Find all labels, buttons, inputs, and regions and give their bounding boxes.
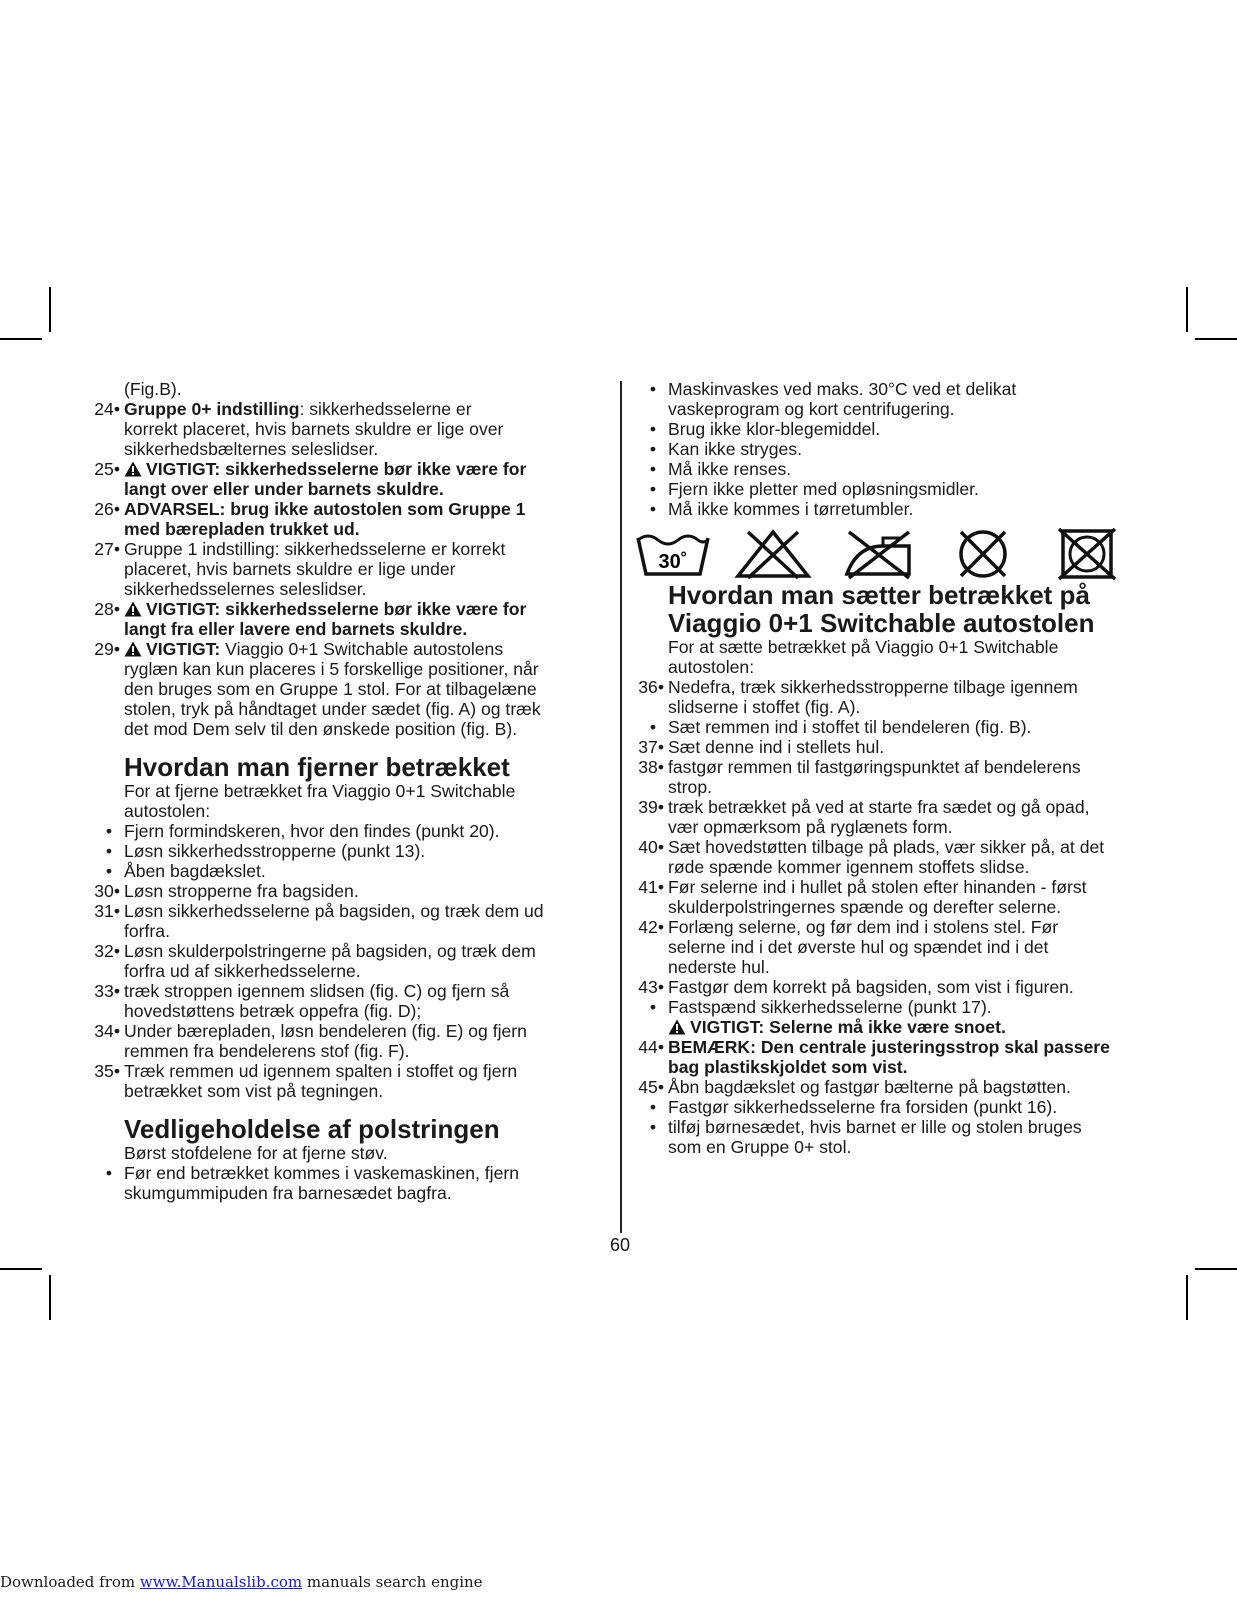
crop-mark	[49, 1275, 51, 1320]
bold-text: VIGTIGT: Selerne må ikke være snoet.	[690, 1017, 1006, 1037]
item-number: 26•	[94, 499, 120, 519]
text-line	[0, 737, 1237, 757]
section-heading: Hvordan man sætter betrækket på	[668, 580, 1090, 610]
text: den bruges som en Gruppe 1 stol. For at tilbagelæne	[124, 679, 537, 699]
text-line	[0, 539, 620, 559]
text: nederste hul.	[668, 957, 770, 977]
bullet: •	[105, 841, 112, 861]
text: sikkerhedsbælternes seleslidser.	[124, 439, 379, 459]
text: Løsn skulderpolstringerne på bagsiden, og træk dem	[124, 941, 536, 961]
no-bleach-icon	[734, 528, 812, 580]
text-line	[0, 1137, 1237, 1157]
text: forfra.	[124, 921, 170, 941]
text-line	[0, 937, 1237, 957]
text-line	[0, 1183, 620, 1203]
bullet: •	[649, 459, 656, 479]
crop-mark	[1186, 287, 1188, 332]
text: Fjern formindskeren, hvor den findes (punkt 20).	[124, 821, 500, 841]
crop-mark	[49, 287, 51, 332]
text: For at fjerne betrækket fra Viaggio 0+1 Switchable	[124, 781, 516, 801]
bold-text: VIGTIGT: sikkerhedsselerne bør ikke være for	[146, 599, 527, 619]
section-heading: Vedligeholdelse af polstringen	[124, 1114, 500, 1144]
text: Under bærepladen, løsn bendeleren (fig. E) og fjern	[124, 1021, 527, 1041]
right-column-top	[0, 379, 1237, 519]
text: Før selerne ind i hullet på stolen efter hinanden - først	[668, 877, 1087, 897]
text-line	[0, 1037, 1237, 1057]
text: autostolen:	[668, 657, 755, 677]
crop-mark	[0, 338, 42, 340]
page-number: 60	[609, 1235, 631, 1255]
item-number: 34•	[94, 1021, 120, 1041]
bullet: •	[649, 479, 656, 499]
text-line	[0, 917, 1237, 937]
text: Åben bagdækslet.	[124, 861, 266, 881]
text-line	[0, 957, 1237, 977]
text: tilføj børnesædet, hvis barnet er lille og stolen bruges	[668, 1117, 1082, 1137]
text-line	[0, 1097, 1237, 1117]
footer-suffix: manuals search engine	[302, 1573, 483, 1591]
text: placeret, hvis barnets skuldre er lige under	[124, 559, 456, 579]
wash-temp-label: 30˚	[658, 551, 688, 573]
text: det mod Dem selv til den ønskede position (fig. B).	[124, 719, 518, 739]
text: strop.	[668, 777, 713, 797]
text: Kan ikke stryges.	[668, 439, 802, 459]
text: Løsn sikkerhedsstropperne (punkt 13).	[124, 841, 426, 861]
text: Må ikke renses.	[668, 459, 792, 479]
bold-text: VIGTIGT:	[146, 639, 221, 659]
bold-text: langt fra eller lavere end barnets skuldre.	[124, 619, 468, 639]
text-line	[0, 677, 1237, 697]
text: Fastgør dem korrekt på bagsiden, som vist i figuren.	[668, 977, 1074, 997]
text-line	[0, 977, 1237, 997]
text-line	[0, 419, 1237, 439]
bullet: •	[649, 1097, 656, 1117]
crop-mark	[1195, 338, 1237, 340]
text: Fjern ikke pletter med opløsningsmidler.	[668, 479, 979, 499]
text-line	[0, 459, 1237, 479]
text: Brug ikke klor-blegemiddel.	[668, 419, 881, 439]
text: fastgør remmen til fastgøringspunktet af bendelerens	[668, 757, 1081, 777]
bullet: •	[105, 1163, 112, 1183]
section-heading: Viaggio 0+1 Switchable autostolen	[668, 608, 1095, 638]
bold-text: VIGTIGT: sikkerhedsselerne bør ikke være for	[146, 459, 527, 479]
text-line	[0, 439, 1237, 459]
text: Børst stofdelene for at fjerne støv.	[124, 1143, 388, 1163]
item-number: 35•	[94, 1061, 120, 1081]
text-line	[0, 897, 1237, 917]
text: Løsn stropperne fra bagsiden.	[124, 881, 359, 901]
item-number: 27•	[94, 539, 120, 559]
bullet: •	[649, 997, 656, 1017]
text: betrækket som vist på tegningen.	[124, 1081, 384, 1101]
text-line	[0, 499, 1237, 519]
text: røde spænde kommer igennem stoffets slidse.	[668, 857, 1030, 877]
text-line	[0, 857, 1237, 877]
text-line	[0, 1163, 620, 1183]
text: autostolen:	[124, 801, 211, 821]
bullet: •	[649, 1117, 656, 1137]
bullet: •	[105, 821, 112, 841]
text: Maskinvaskes ved maks. 30°C ved et delikat	[668, 379, 1017, 399]
text: sikkerhedsselernes seleslidser.	[124, 579, 367, 599]
item-number: 43•	[638, 977, 664, 997]
right-column-bottom	[0, 581, 1237, 1157]
download-footer	[0, 1573, 483, 1591]
crop-mark	[1186, 1275, 1188, 1320]
footer-prefix: Downloaded from	[0, 1573, 140, 1591]
bold-text: med bærepladen trukket ud.	[124, 519, 360, 539]
text: Nedefra, træk sikkerhedsstropperne tilbage igennem	[668, 677, 1078, 697]
text-line	[0, 817, 1237, 837]
item-number: 33•	[94, 981, 120, 1001]
text-line	[0, 479, 1237, 499]
text-line	[0, 777, 1237, 797]
text: som en Gruppe 0+ stol.	[668, 1137, 852, 1157]
bold-text: BEMÆRK: Den centrale justeringsstrop skal passere	[668, 1037, 1110, 1057]
bold-text: Gruppe 0+ indstilling	[124, 399, 300, 419]
bullet: •	[649, 499, 656, 519]
item-number: 30•	[94, 881, 120, 901]
bold-text: ADVARSEL: brug ikke autostolen som Gruppe 1	[124, 499, 526, 519]
item-number: 39•	[638, 797, 664, 817]
crop-mark	[1195, 1268, 1237, 1270]
no-tumble-dry-icon	[1049, 528, 1127, 580]
bullet: •	[649, 419, 656, 439]
bullet: •	[105, 861, 112, 881]
wash-30-icon	[634, 528, 712, 580]
text: vaskeprogram og kort centrifugering.	[668, 399, 955, 419]
text-line	[0, 519, 620, 539]
manualslib-link[interactable]: www.Manualslib.com	[139, 1573, 303, 1591]
bold-text: langt over eller under barnets skuldre.	[124, 479, 444, 499]
care-icons	[634, 528, 1204, 580]
item-number: 28•	[94, 599, 120, 619]
bullet: •	[649, 379, 656, 399]
section-heading: Hvordan man fjerner betrækket	[124, 752, 510, 782]
text-line	[0, 559, 620, 579]
text: (Fig.B).	[124, 379, 182, 399]
text-line	[0, 697, 1237, 717]
text-line	[0, 837, 1237, 857]
item-number: 32•	[94, 941, 120, 961]
text: : sikkerhedsselerne er	[299, 399, 472, 419]
text: vær opmærksom på ryglænets form.	[668, 817, 953, 837]
text: forfra ud af sikkerhedsselerne.	[124, 961, 361, 981]
text: skulderpolstringernes spænde og derefter selerne.	[668, 897, 1062, 917]
text: Åbn bagdækslet og fastgør bælterne på bagstøtten.	[668, 1077, 1071, 1097]
item-number: 36•	[638, 677, 664, 697]
text-line	[0, 997, 1237, 1017]
item-number: 44•	[638, 1037, 664, 1057]
item-number: 24•	[94, 399, 120, 419]
text: Gruppe 1 indstilling: sikkerhedsselerne er korrekt	[124, 539, 506, 559]
item-number: 40•	[638, 837, 664, 857]
text: ryglæn kan kun placeres i 5 forskellige positioner, når	[124, 659, 539, 679]
text-line	[0, 399, 1237, 419]
text-line	[0, 877, 1237, 897]
text: stolen, tryk på håndtaget under sædet (fig. A) og træk	[124, 699, 541, 719]
warning-icon	[668, 1019, 686, 1035]
item-number: 45•	[638, 1077, 664, 1097]
text: hovedstøttens betræk oppefra (fig. D);	[124, 1001, 422, 1021]
item-number: 37•	[638, 737, 664, 757]
text-line	[0, 637, 1237, 657]
text: Træk remmen ud igennem spalten i stoffet og fjern	[124, 1061, 518, 1081]
item-number: 31•	[94, 901, 120, 921]
text: Sæt denne ind i stellets hul.	[668, 737, 885, 757]
text-line	[0, 797, 1237, 817]
text: remmen fra bendelerens stof (fig. F).	[124, 1041, 410, 1061]
text: Før end betrækket kommes i vaskemaskinen, fjern	[124, 1163, 520, 1183]
text: skumgummipuden fra barnesædet bagfra.	[124, 1183, 452, 1203]
text: Fastgør sikkerhedsselerne fra forsiden (punkt 16).	[668, 1097, 1058, 1117]
bold-text: bag plastikskjoldet som vist.	[668, 1057, 908, 1077]
text-line	[0, 1017, 1237, 1037]
item-number: 38•	[638, 757, 664, 777]
text-line	[0, 1077, 1237, 1097]
text-line	[0, 717, 1237, 737]
no-iron-icon	[839, 528, 917, 580]
crop-mark	[0, 1268, 42, 1270]
bullet: •	[649, 717, 656, 737]
text: selerne ind i det øverste hul og spændet ind i det	[668, 937, 1049, 957]
text: Fastspænd sikkerhedsselerne (punkt 17).	[668, 997, 992, 1017]
text: Sæt remmen ind i stoffet til bendeleren (fig. B).	[668, 717, 1032, 737]
text: Sæt hovedstøtten tilbage på plads, vær sikker på, at det	[668, 837, 1105, 857]
text: Forlæng selerne, og før dem ind i stolens stel. Før	[668, 917, 1059, 937]
text: træk betrækket på ved at starte fra sædet og gå opad,	[668, 797, 1090, 817]
text: træk stroppen igennem slidsen (fig. C) og fjern så	[124, 981, 510, 1001]
no-dry-clean-icon	[944, 528, 1022, 580]
bullet: •	[649, 439, 656, 459]
text-line	[0, 757, 1237, 777]
text: Viaggio 0+1 Switchable autostolens	[220, 639, 504, 659]
text-line	[0, 657, 1237, 677]
text: For at sætte betrækket på Viaggio 0+1 Switchable	[668, 637, 1059, 657]
item-number: 41•	[638, 877, 664, 897]
text: korrekt placeret, hvis barnets skuldre er lige over	[124, 419, 504, 439]
text-line	[0, 379, 1237, 399]
text-line	[0, 1057, 1237, 1077]
item-number: 25•	[94, 459, 120, 479]
item-number: 29•	[94, 639, 120, 659]
text-line	[0, 1117, 1237, 1137]
text: Må ikke kommes i tørretumbler.	[668, 499, 914, 519]
text: Løsn sikkerhedsselerne på bagsiden, og træk dem ud	[124, 901, 544, 921]
text: slidserne i stoffet (fig. A).	[668, 697, 861, 717]
item-number: 42•	[638, 917, 664, 937]
